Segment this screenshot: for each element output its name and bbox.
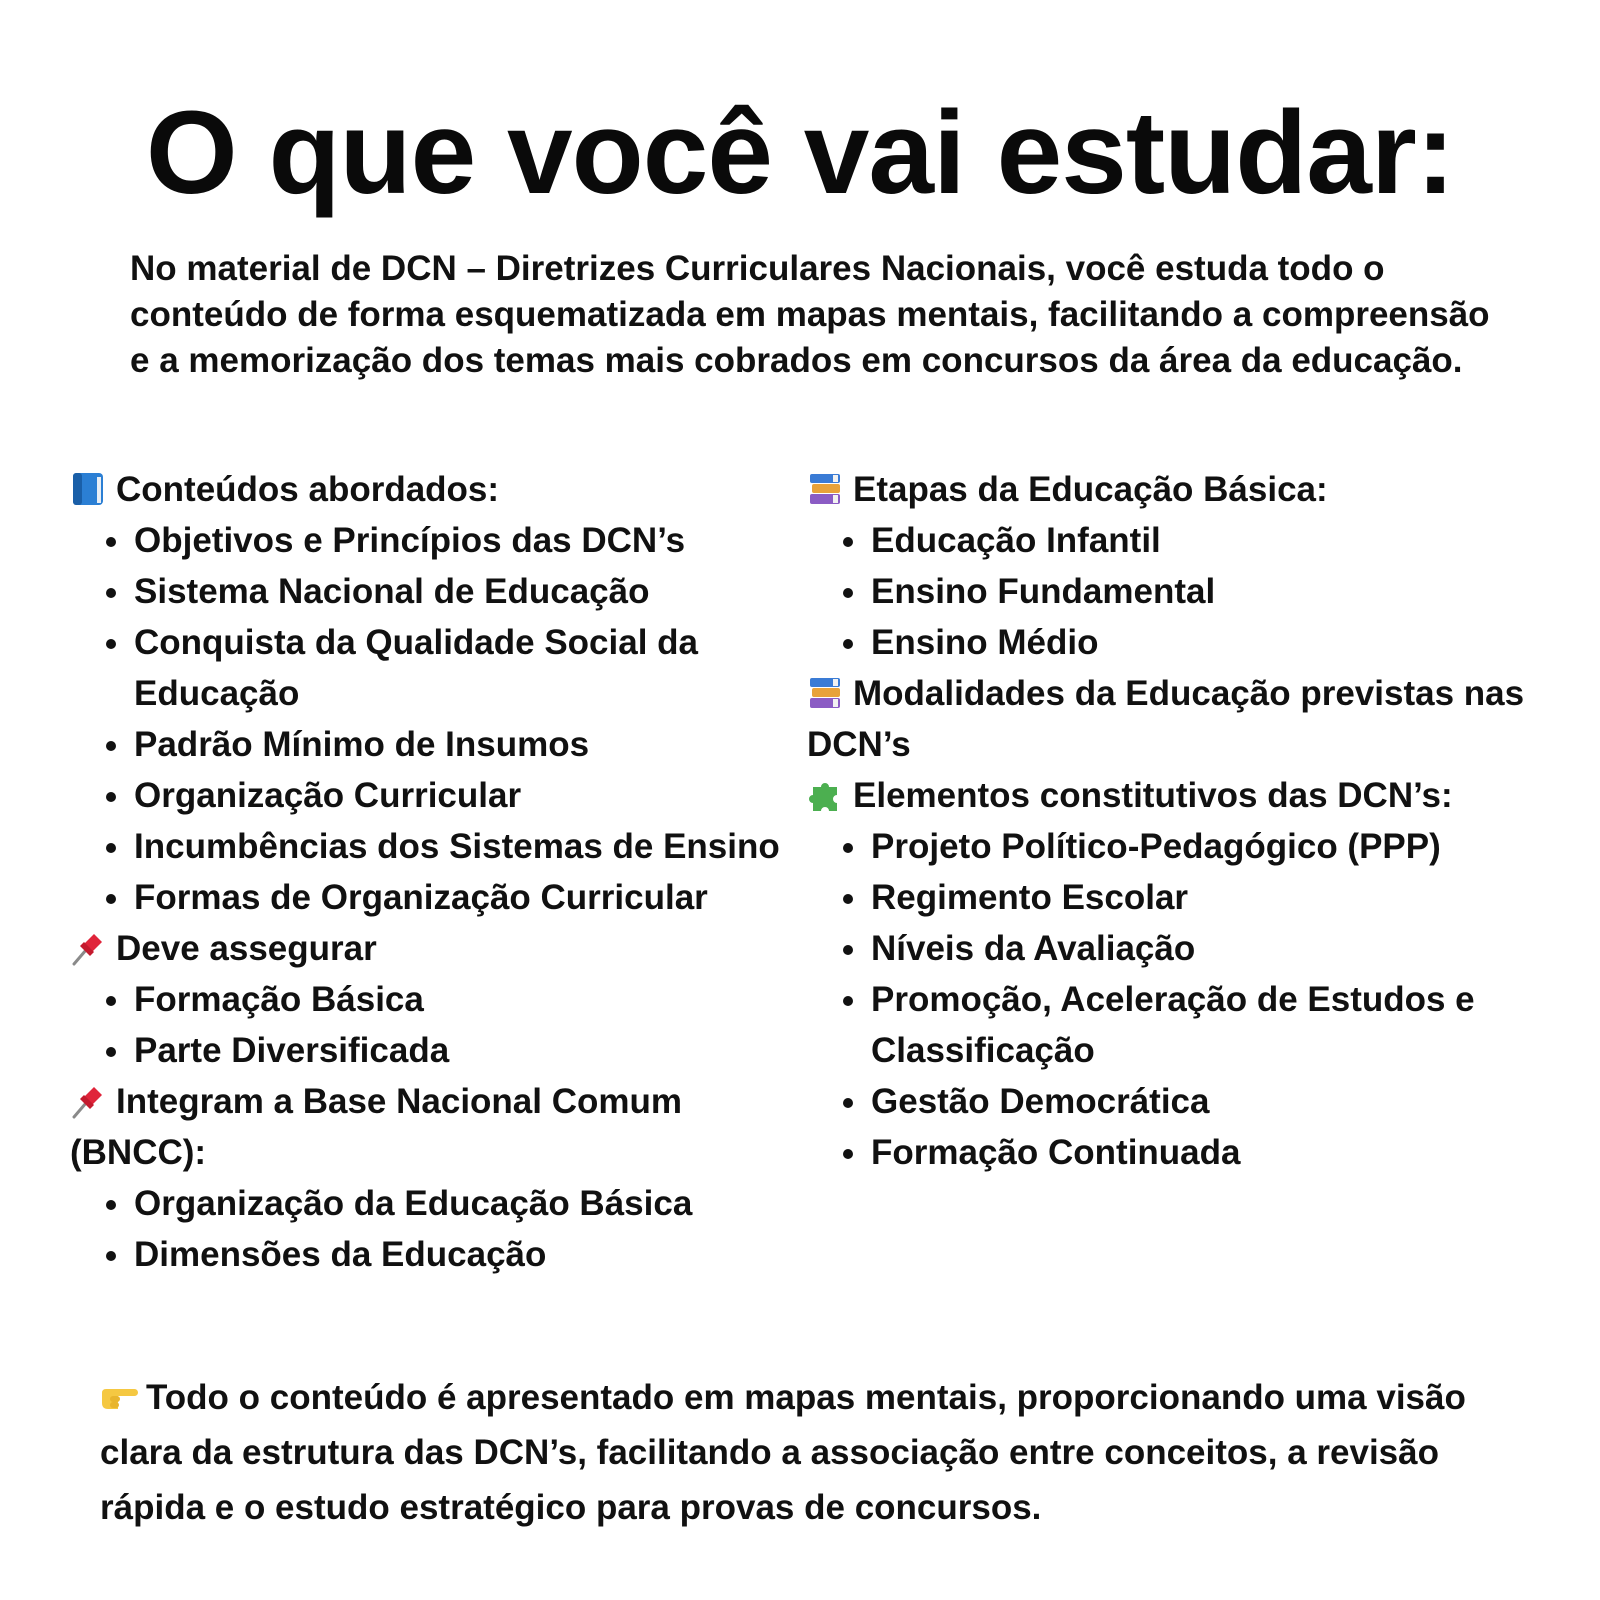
blue-book-icon [70,471,106,507]
section-heading-label: Modalidades da Educação previstas nas DCN’s [807,674,1525,764]
list-item: Formação Continuada [807,1127,1547,1178]
list-item: Formação Básica [70,974,790,1025]
list-item: Dimensões da Educação [70,1229,790,1280]
list-item: Regimento Escolar [807,872,1547,923]
list-item: Incumbências dos Sistemas de Ensino [70,821,790,872]
section-heading-label: Deve assegurar [116,929,377,968]
section-heading-label: Integram a Base Nacional Comum (BNCC): [70,1082,682,1172]
list-item: Promoção, Aceleração de Estudos e Classificação [807,974,1547,1076]
section-heading-label: Etapas da Educação Básica: [853,470,1328,509]
section-heading-assegurar [70,923,790,974]
conteudos-list [70,515,790,923]
list-item: Organização Curricular [70,770,790,821]
left-column [70,464,790,1280]
list-item: Parte Diversificada [70,1025,790,1076]
pushpin-icon [70,1083,106,1119]
pointing-hand-icon [100,1379,136,1415]
list-item: Ensino Médio [807,617,1547,668]
page-title: O que você vai estudar: [145,87,1455,219]
section-heading-label: Conteúdos abordados: [116,470,500,509]
assegurar-list [70,974,790,1076]
list-item: Educação Infantil [807,515,1547,566]
list-item: Ensino Fundamental [807,566,1547,617]
section-heading-elementos [807,770,1547,821]
footer-paragraph [100,1370,1500,1535]
list-item: Objetivos e Princípios das DCN’s [70,515,790,566]
footer-text: Todo o conteúdo é apresentado em mapas mentais, proporcionando uma visão clara da estrutura das DCN’s, facilitando a associação entre conceitos, a revisão rápida e o estudo estratégico para provas de concursos. [100,1378,1466,1527]
section-heading-label: Elementos constitutivos das DCN’s: [853,776,1453,815]
puzzle-piece-icon [807,777,843,813]
section-heading-modalidades [807,668,1547,770]
list-item: Formas de Organização Curricular [70,872,790,923]
list-item: Organização da Educação Básica [70,1178,790,1229]
list-item: Padrão Mínimo de Insumos [70,719,790,770]
list-item: Conquista da Qualidade Social da Educação [70,617,790,719]
intro-paragraph: No material de DCN – Diretrizes Curriculares Nacionais, você estuda todo o conteúdo de forma esquematizada em mapas mentais, facilitando a compreensão e a memorização dos temas mais cobrados em concursos da área da educação. [130,249,1490,380]
pushpin-icon [70,930,106,966]
section-heading-etapas [807,464,1547,515]
list-item: Gestão Democrática [807,1076,1547,1127]
list-item: Projeto Político-Pedagógico (PPP) [807,821,1547,872]
bncc-list [70,1178,790,1280]
elementos-list [807,821,1547,1178]
books-icon [807,675,843,711]
section-heading-bncc [70,1076,790,1178]
section-heading-conteudos [70,464,790,515]
books-icon [807,471,843,507]
right-column [807,464,1547,1178]
list-item: Níveis da Avaliação [807,923,1547,974]
list-item: Sistema Nacional de Educação [70,566,790,617]
etapas-list [807,515,1547,668]
